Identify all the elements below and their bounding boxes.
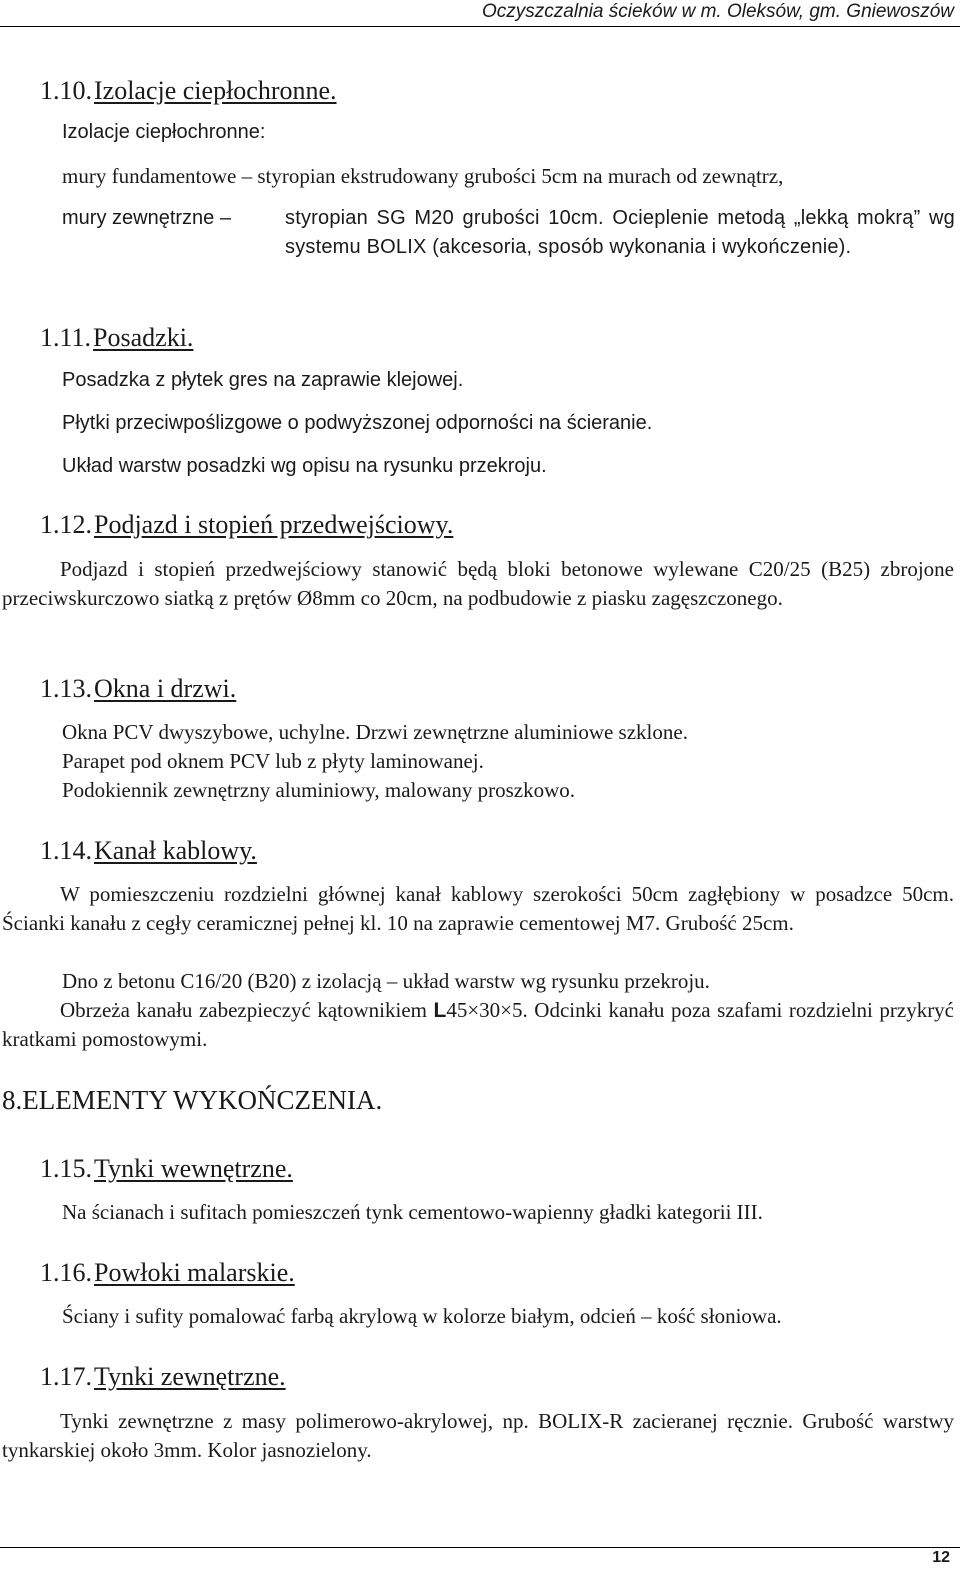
- text-line: Izolacje ciepłochronne:: [62, 121, 266, 143]
- heading-number: 1.13.: [40, 674, 92, 703]
- heading-number: 1.16.: [40, 1258, 92, 1287]
- page-number: 12: [932, 1549, 950, 1566]
- paragraph-text: 45×30×5. Odcinki kanału poza szafami rozdzielni przykryć kratkami pomostowymi.: [2, 998, 955, 1051]
- angle-profile-symbol: L: [433, 999, 447, 1022]
- heading-number: 1.12.: [40, 510, 92, 539]
- text-line: Podokiennik zewnętrzny aluminiowy, malowany proszkowo.: [62, 778, 576, 802]
- text-line: Okna PCV dwyszybowe, uchylne. Drzwi zewnętrzne aluminiowe szklone.: [62, 720, 688, 744]
- paragraph-text: Obrzeża kanału zabezpieczyć kątownikiem: [60, 998, 427, 1022]
- hanging-label: mury zewnętrzne –: [62, 207, 231, 229]
- heading-1-16: [40, 1257, 295, 1289]
- text-line: Płytki przeciwpoślizgowe o podwyższonej odporności na ścieranie.: [62, 412, 653, 434]
- heading-title: Kanał kablowy.: [94, 836, 257, 865]
- heading-title: Izolacje ciepłochronne.: [94, 76, 337, 105]
- heading-1-17: [40, 1361, 286, 1393]
- heading-title: Powłoki malarskie.: [94, 1258, 295, 1287]
- heading-title: Okna i drzwi.: [94, 674, 237, 703]
- heading-1-12: [40, 509, 453, 541]
- heading-number: 1.14.: [40, 836, 92, 865]
- paragraph: [2, 1407, 954, 1465]
- paragraph: [2, 555, 954, 613]
- text-line: Posadzka z płytek gres na zaprawie klejowej.: [62, 369, 464, 391]
- paragraph: [2, 996, 954, 1054]
- text-line: Parapet pod oknem PCV lub z płyty laminowanej.: [62, 749, 484, 773]
- paragraph-text: W pomieszczeniu rozdzielni głównej kanał kablowy szerokości 50cm zagłębiony w posadzce 50cm. Ścianki kanału z cegły ceramicznej pełnej kl. 10 na zaprawie cementowej M7. Grubość 25cm.: [2, 882, 954, 935]
- paragraph-text: Tynki zewnętrzne z masy polimerowo-akrylowej, np. BOLIX-R zacieranej ręcznie. Grubość warstwy tynkarskiej około 3mm. Kolor jasnozielony.: [2, 1409, 954, 1462]
- heading-title: Tynki wewnętrzne.: [94, 1154, 293, 1183]
- text-line: Na ścianach i sufitach pomieszczeń tynk cementowo-wapienny gładki kategorii III.: [62, 1200, 763, 1224]
- text-line: Dno z betonu C16/20 (B20) z izolacją – układ warstw wg rysunku przekroju.: [62, 969, 710, 993]
- heading-1-11: [40, 322, 193, 354]
- text-line: Układ warstw posadzki wg opisu na rysunku przekroju.: [62, 455, 547, 477]
- heading-title: Posadzki.: [93, 323, 194, 352]
- heading-1-15: [40, 1153, 293, 1185]
- heading-title: Tynki zewnętrzne.: [94, 1362, 286, 1391]
- hanging-paragraph: styropian SG M20 grubości 10cm. Ocieplenie metodą „lekką mokrą” wg systemu BOLIX (akcesoria, sposób wykonania i wykończenie).: [285, 207, 955, 258]
- chapter-heading: 8.ELEMENTY WYKOŃCZENIA.: [2, 1085, 383, 1115]
- heading-number: 1.15.: [40, 1154, 92, 1183]
- page-header: [0, 0, 960, 27]
- paragraph-text: Podjazd i stopień przedwejściowy stanowić będą bloki betonowe wylewane C20/25 (B25) zbrojone przeciwskurczowo siatką z prętów Ø8mm co 20cm, na podbudowie z piasku zagęszczonego.: [2, 557, 954, 610]
- heading-title: Podjazd i stopień przedwejściowy.: [94, 510, 454, 539]
- heading-1-13: [40, 673, 236, 705]
- text-line: mury fundamentowe – styropian ekstrudowany grubości 5cm na murach od zewnątrz,: [62, 164, 784, 188]
- footer-rule: [0, 1547, 960, 1548]
- paragraph: [2, 880, 954, 938]
- heading-number: 1.17.: [40, 1362, 92, 1391]
- heading-number: 1.10.: [40, 76, 92, 105]
- header-title: Oczyszczalnia ścieków w m. Oleksów, gm. Gniewoszów: [482, 1, 954, 22]
- text-line: Ściany i sufity pomalować farbą akrylową w kolorze białym, odcień – kość słoniowa.: [62, 1304, 782, 1328]
- heading-1-10: [40, 75, 337, 107]
- heading-1-14: [40, 835, 257, 867]
- heading-number: 1.11.: [40, 323, 92, 352]
